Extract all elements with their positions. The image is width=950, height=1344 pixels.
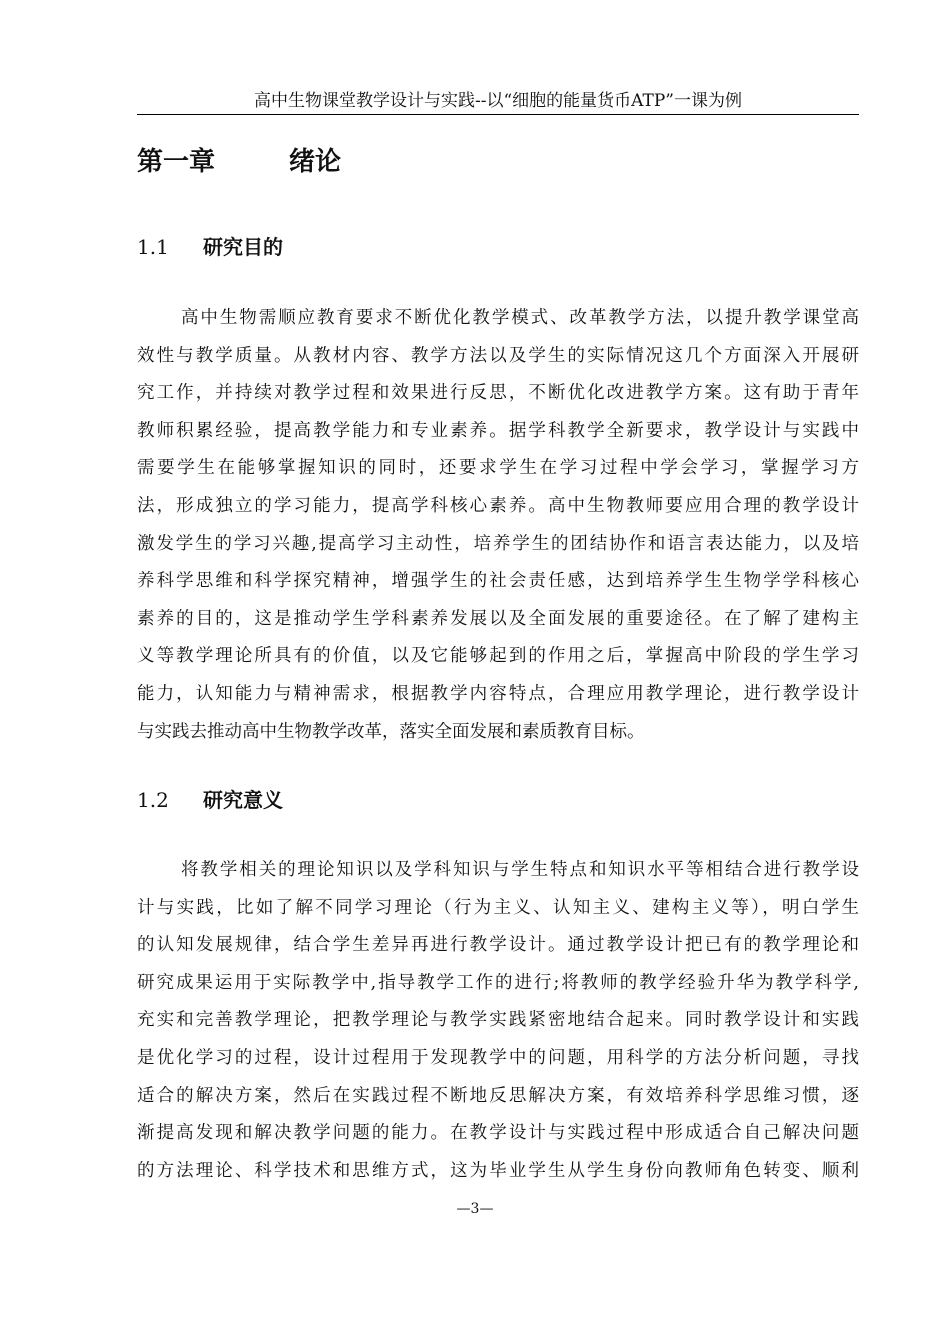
paragraph-line: 适合的解决方案，然后在实践过程不断地反思解决方案，有效培养科学思维习惯，逐 xyxy=(137,1085,859,1106)
section-heading-1-1 xyxy=(137,233,283,261)
paragraph-line: 素养的目的，这是推动学生学科素养发展以及全面发展的重要途径。在了解了建构主 xyxy=(137,608,859,629)
paragraph-line: 研究成果运用于实际教学中,指导教学工作的进行;将教师的教学经验升华为教学科学, xyxy=(137,972,859,993)
paragraph-line: 的方法理论、科学技术和思维方式，这为毕业学生从学生身份向教师角色转变、顺利 xyxy=(137,1160,859,1181)
section-title: 研究目的 xyxy=(203,235,283,259)
paragraph-research-significance xyxy=(137,852,859,1190)
paragraph-line: 充实和完善教学理论，把教学理论与教学实践紧密地结合起来。同时教学设计和实践 xyxy=(137,1010,859,1031)
paragraph-line: 渐提高发现和解决教学问题的能力。在教学设计与实践过程中形成适合自己解决问题 xyxy=(137,1123,859,1144)
paragraph-line: 义等教学理论所具有的价值，以及它能够起到的作用之后，掌握高中阶段的学生学习 xyxy=(137,646,859,667)
paragraph-line: 需要学生在能够掌握知识的同时，还要求学生在学习过程中学会学习，掌握学习方 xyxy=(137,458,859,479)
running-header xyxy=(137,90,859,115)
paragraph-research-purpose xyxy=(137,300,859,751)
paragraph-line: 的认知发展规律，结合学生差异再进行教学设计。通过教学设计把已有的教学理论和 xyxy=(137,935,859,956)
section-number: 1.1 xyxy=(137,235,169,259)
paragraph-line: 与实践去推动高中生物教学改革，落实全面发展和素质教育目标。 xyxy=(137,721,645,742)
paragraph-line: 法，形成独立的学习能力，提高学科核心素养。高中生物教师要应用合理的教学设计 xyxy=(137,495,859,516)
paragraph-line: 计与实践，比如了解不同学习理论（行为主义、认知主义、建构主义等），明白学生 xyxy=(137,897,859,918)
running-header-title: 高中生物课堂教学设计与实践--以“细胞的能量货币ATP”一课为例 xyxy=(254,91,742,111)
paragraph-line: 效性与教学质量。从教材内容、教学方法以及学生的实际情况这几个方面深入开展研 xyxy=(137,345,859,366)
paragraph-line: 激发学生的学习兴趣,提高学习主动性，培养学生的团结协作和语言表达能力，以及培 xyxy=(137,533,859,554)
paragraph-line: 高中生物需顺应教育要求不断优化教学模式、改革教学方法，以提升教学课堂高 xyxy=(181,308,859,328)
paragraph-line: 将教学相关的理论知识以及学科知识与学生特点和知识水平等相结合进行教学设 xyxy=(181,860,859,880)
section-heading-1-2 xyxy=(137,786,283,814)
chapter-name: 绪论 xyxy=(289,147,342,177)
section-number: 1.2 xyxy=(137,788,169,812)
paragraph-line: 教师积累经验，提高教学能力和专业素养。据学科教学全新要求，教学设计与实践中 xyxy=(137,420,859,441)
paragraph-line: 究工作，并持续对教学过程和效果进行反思，不断优化改进教学方案。这有助于青年 xyxy=(137,383,859,404)
paragraph-line: 是优化学习的过程，设计过程用于发现教学中的问题，用科学的方法分析问题，寻找 xyxy=(137,1047,859,1068)
page-number: —3— xyxy=(456,1201,494,1217)
page-footer xyxy=(0,1200,950,1218)
chapter-title xyxy=(137,145,341,179)
chapter-number: 第一章 xyxy=(137,147,216,177)
paragraph-line: 养科学思维和科学探究精神，增强学生的社会责任感，达到培养学生生物学学科核心 xyxy=(137,571,859,592)
section-title: 研究意义 xyxy=(203,788,283,812)
paragraph-line: 能力，认知能力与精神需求，根据教学内容特点，合理应用教学理论，进行教学设计 xyxy=(137,683,859,704)
